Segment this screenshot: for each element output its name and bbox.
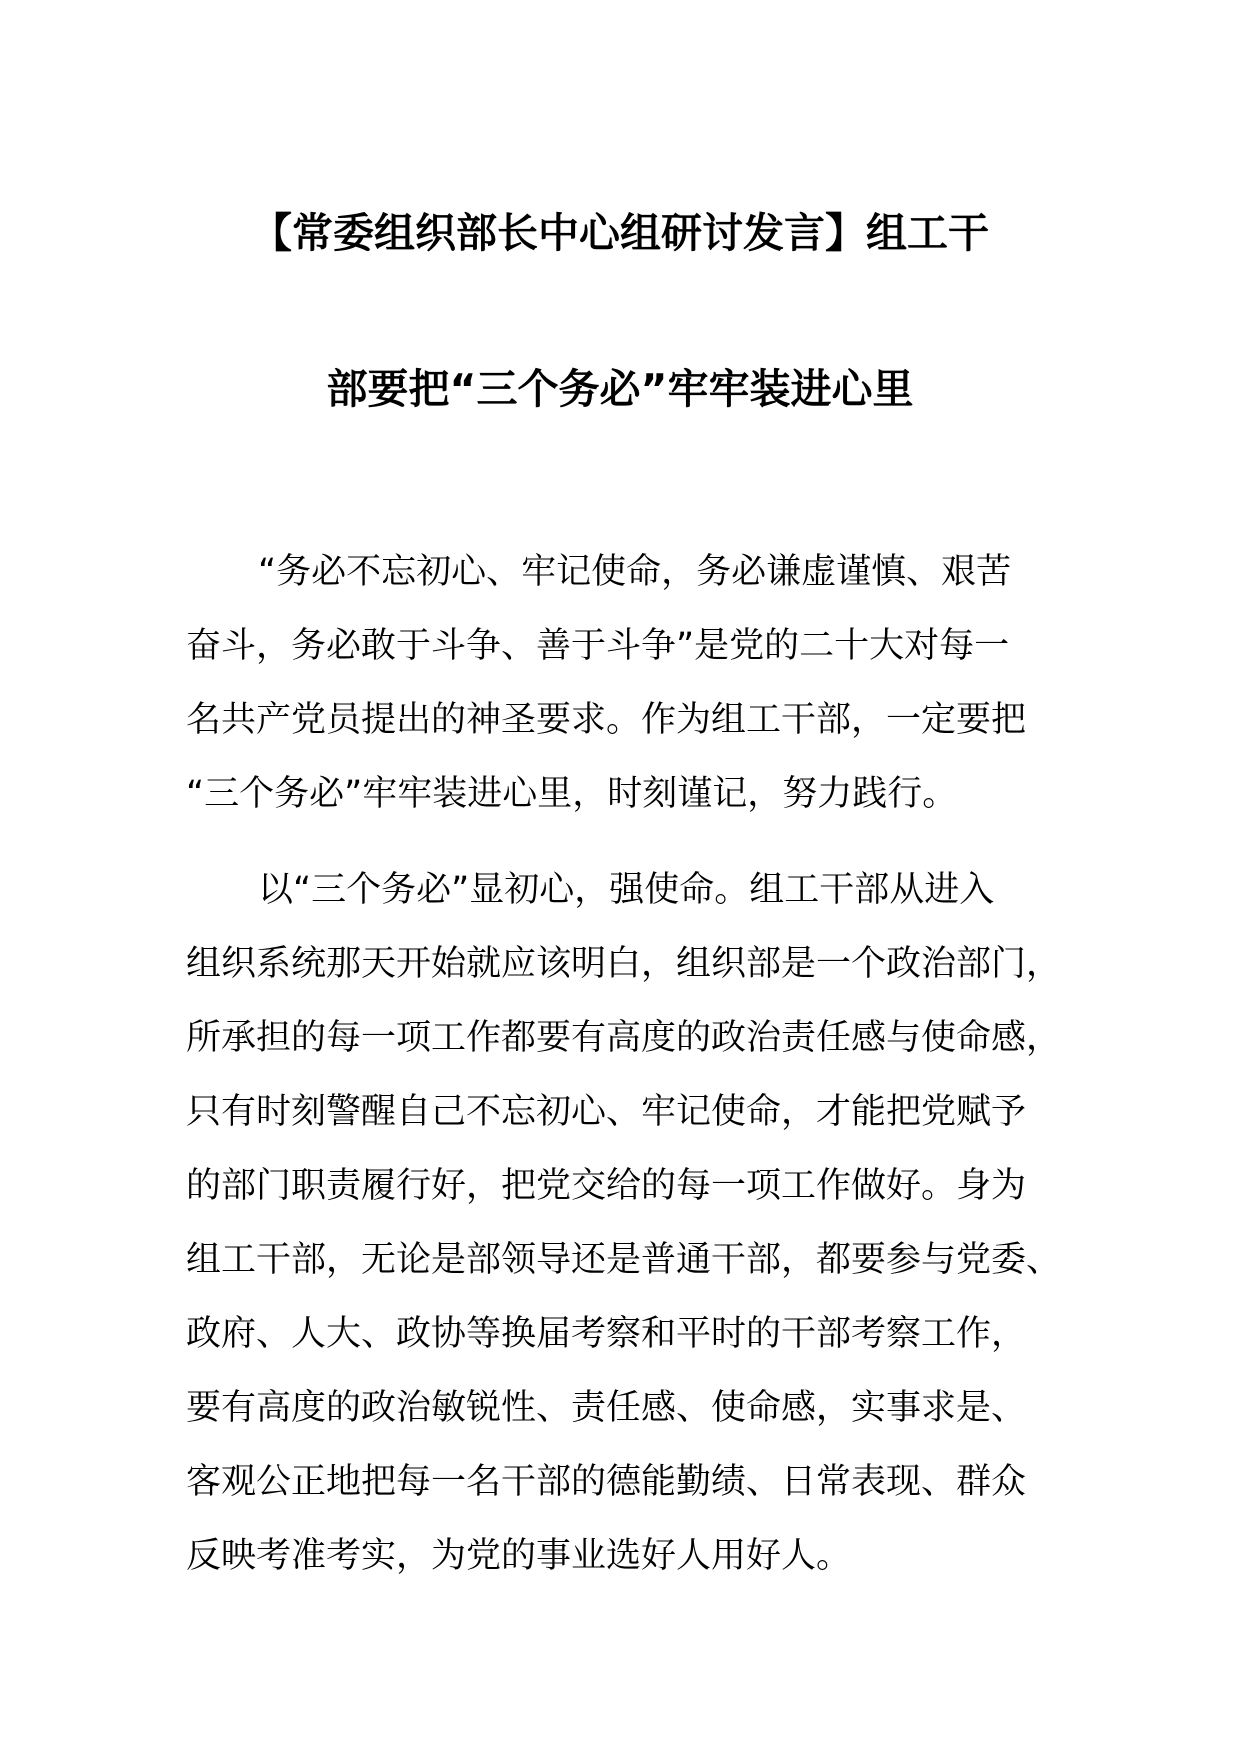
- paragraph-line: 反映考准考实，为党的事业选好人用好人。: [186, 1536, 852, 1576]
- paragraph-2: [186, 853, 1086, 1593]
- paragraph-line: 客观公正地把每一名干部的德能勤绩、日常表现、群众: [186, 1462, 1027, 1502]
- paragraph-line: 名共产党员提出的神圣要求。作为组工干部，一定要把: [186, 700, 1027, 740]
- paragraph-line: 组织系统那天开始就应该明白，组织部是一个政治部门，: [186, 944, 1062, 984]
- document-title-line-2: 部要把“三个务必”牢牢装进心里: [326, 365, 914, 413]
- paragraph-line: 的部门职责履行好，把党交给的每一项工作做好。身为: [186, 1166, 1027, 1206]
- document-title-line-1: 【常委组织部长中心组研讨发言】组工干: [251, 209, 989, 257]
- paragraph-1: [186, 535, 1086, 831]
- paragraph-line: 只有时刻警醒自己不忘初心、牢记使命，才能把党赋予: [186, 1092, 1027, 1132]
- paragraph-line: 以“三个务必”显初心，强使命。组工干部从进入: [258, 870, 995, 910]
- paragraph-line: 组工干部，无论是部领导还是普通干部，都要参与党委、: [186, 1240, 1062, 1280]
- paragraph-line: 所承担的每一项工作都要有高度的政治责任感与使命感，: [186, 1018, 1062, 1058]
- paragraph-line: 要有高度的政治敏锐性、责任感、使命感，实事求是、: [186, 1388, 1027, 1428]
- paragraph-line: 奋斗，务必敢于斗争、善于斗争”是党的二十大对每一: [186, 626, 1010, 666]
- paragraph-line: 政府、人大、政协等换届考察和平时的干部考察工作，: [186, 1314, 1027, 1354]
- paragraph-line: “务必不忘初心、牢记使命，务必谦虚谨慎、艰苦: [258, 552, 1012, 592]
- paragraph-line: “三个务必”牢牢装进心里，时刻谨记，努力践行。: [186, 774, 958, 814]
